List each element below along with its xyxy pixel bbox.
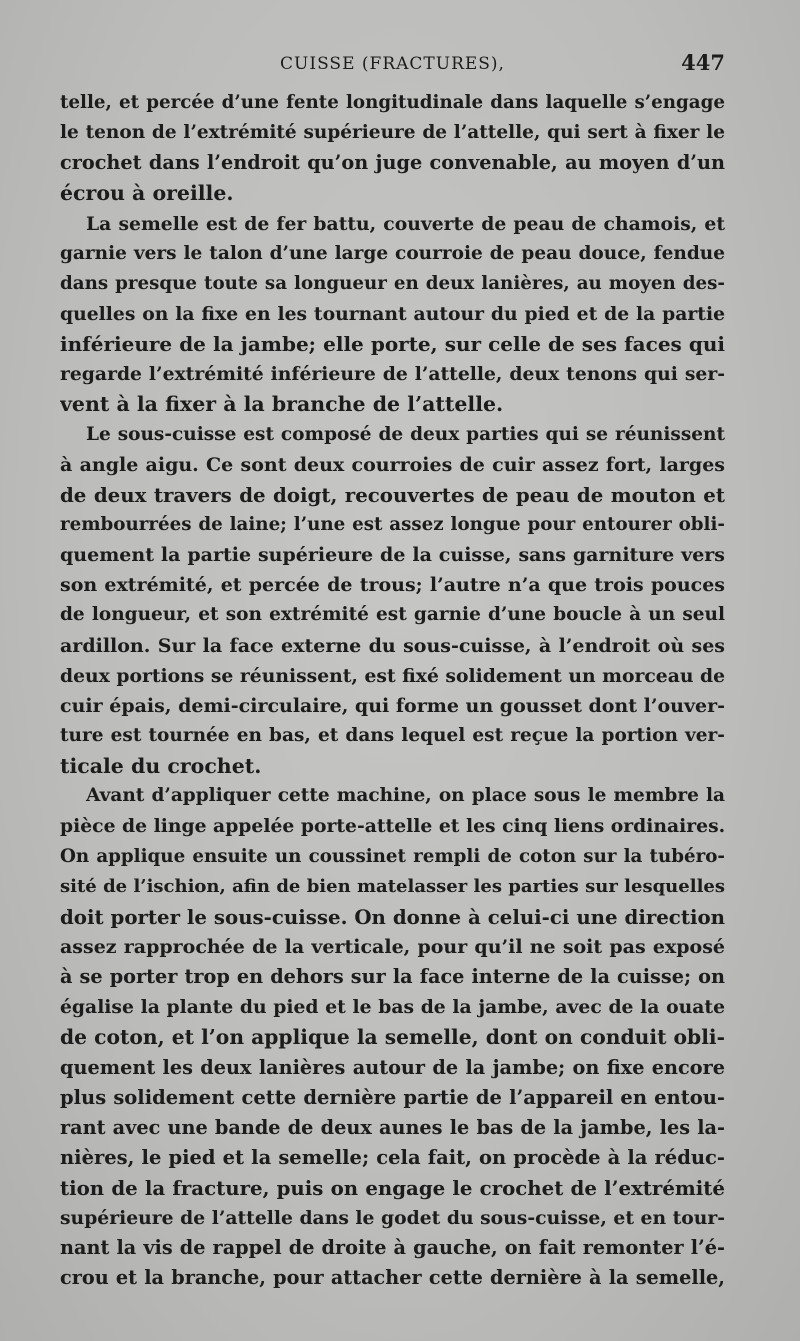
text-line: crou et la branche, pour attacher cette dernière à la semelle, [60, 1266, 725, 1290]
text-line: dans presque toute sa longueur en deux lanières, au moyen des- [60, 272, 725, 294]
text-line: ardillon. Sur la face externe du sous-cuisse, à l’endroit où ses [60, 634, 725, 657]
text-line: garnie vers le talon d’une large courroie de peau douce, fendue [60, 242, 725, 264]
text-line: inférieure de la jambe; elle porte, sur celle de ses faces qui [60, 332, 725, 357]
text-line: quement la partie supérieure de la cuisse, sans garniture vers [60, 544, 725, 567]
text-line: supérieure de l’attelle dans le godet du sous-cuisse, et en tour- [60, 1207, 725, 1230]
text-line: rembourrées de laine; l’une est assez longue pour entourer obli- [60, 513, 725, 535]
text-line: assez rapprochée de la verticale, pour qu’il ne soit pas exposé [60, 935, 725, 958]
text-line: vent à la fixer à la branche de l’attelle. [60, 392, 504, 417]
text-line: à se porter trop en dehors sur la face interne de la cuisse; on [60, 965, 725, 989]
text-line: crochet dans l’endroit qu’on juge convenable, au moyen d’un [60, 151, 725, 175]
text-line: ticale du crochet. [60, 754, 262, 779]
text-line: nières, le pied et la semelle; cela fait, on procède à la réduc- [60, 1145, 725, 1169]
text-line: Avant d’appliquer cette machine, on place sous le membre la [86, 785, 725, 807]
text-line: de longueur, et son extrémité est garnie d’une boucle à un seul [60, 604, 725, 626]
text-line: regarde l’extrémité inférieure de l’attelle, deux tenons qui ser- [60, 363, 725, 386]
body-text [60, 88, 725, 1294]
text-line: quement les deux lanières autour de la jambe; on fixe encore [60, 1055, 725, 1079]
text-line: plus solidement cette dernière partie de l’appareil en entou- [60, 1085, 725, 1109]
text-line: La semelle est de fer battu, couverte de peau de chamois, et [86, 212, 725, 235]
page-number: 447 [681, 50, 725, 75]
text-line: de coton, et l’on applique la semelle, dont on conduit obli- [60, 1025, 725, 1050]
text-line: sité de l’ischion, afin de bien matelasser les parties sur lesquelles [60, 875, 725, 897]
text-line: Le sous-cuisse est composé de deux parties qui se réunissent [86, 423, 725, 445]
text-line: ture est tournée en bas, et dans lequel est reçue la portion ver- [60, 724, 725, 746]
text-line: doit porter le sous-cuisse. On donne à celui-ci une direction [60, 904, 725, 929]
text-line: son extrémité, et percée de trous; l’autre n’a que trois pouces [60, 574, 725, 597]
text-line: nant la vis de rappel de droite à gauche, on fait remonter l’é- [60, 1236, 725, 1260]
text-line: écrou à oreille. [60, 181, 234, 206]
text-line: deux portions se réunissent, est fixé solidement un morceau de [60, 664, 725, 687]
page-header [60, 50, 725, 82]
text-line: pièce de linge appelée porte-attelle et les cinq liens ordinaires. [60, 815, 725, 838]
text-line: On applique ensuite un coussinet rempli de coton sur la tubéro- [60, 845, 725, 867]
text-line: cuir épais, demi-circulaire, qui forme un gousset dont l’ouver- [60, 694, 725, 717]
running-head: CUISSE (FRACTURES), [280, 54, 505, 74]
text-line: égalise la plante du pied et le bas de la jambe, avec de la ouate [60, 996, 725, 1019]
text-line: tion de la fracture, puis on engage le crochet de l’extrémité [60, 1176, 725, 1201]
text-line: le tenon de l’extrémité supérieure de l’attelle, qui sert à fixer le [60, 122, 725, 144]
text-line: telle, et percée d’une fente longitudinale dans laquelle s’engage [60, 92, 725, 113]
text-line: rant avec une bande de deux aunes le bas de la jambe, les la- [60, 1115, 725, 1139]
text-line: quelles on la fixe en les tournant autour du pied et de la partie [60, 302, 725, 325]
text-line: à angle aigu. Ce sont deux courroies de cuir assez fort, larges [60, 453, 725, 476]
text-line: de deux travers de doigt, recouvertes de peau de mouton et [60, 482, 725, 507]
